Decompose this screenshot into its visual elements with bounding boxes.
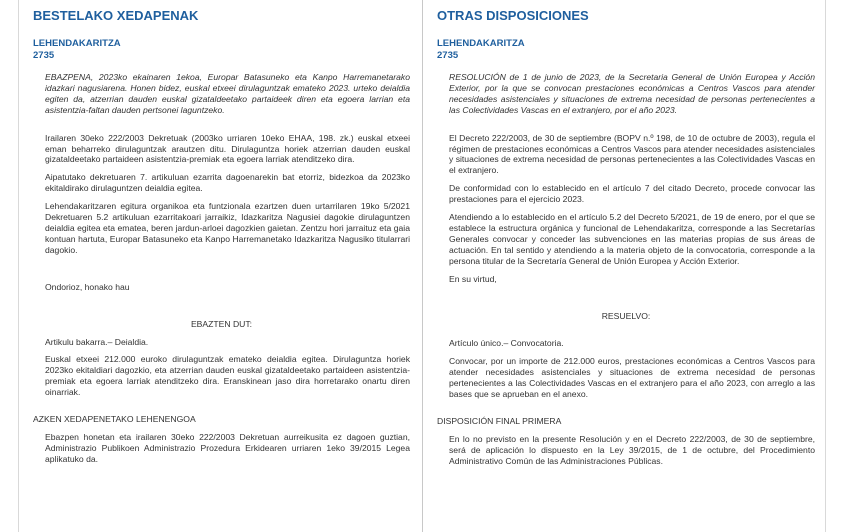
final-provision-heading: AZKEN XEDAPENETAKO LEHENENGOA — [33, 414, 196, 425]
document-body — [33, 72, 410, 465]
article-title: Artikulu bakarra.– Deialdia. — [45, 336, 149, 347]
paragraph: Atendiendo a lo establecido en el artículo 5.2 del Decreto 5/2021, de 19 de enero, por el que se establece la estructura orgánica y funcional de Lehendakaritza, corresponde a las Secretarías Generales convocar y conceder las subvenciones en las materias propias de sus áreas de actuación. En tal sentido y atendiendo a la materia objeto de la convocatoria, corresponde a la persona titular de la Secretaría General de Unión Europea y Acción Exterior. — [449, 212, 815, 266]
resolution-lead: EBAZPENA, 2023ko ekainaren 1ekoa, Europar Batasuneko eta Kanpo Harremanetarako idazkari nagusiarena. Honen bidez, euskal etxeei dirulaguntzak emateko 2023. urteko deialdia egiten da, atzerrian dauden euskal gizataldeetako partaideek diren eta egoera larrian eta asistentzia-faltan dauden pertsonei laguntzeko. — [45, 72, 410, 115]
paragraph: Aipatutako dekretuaren 7. artikuluan ezarrita dagoenarekin bat etorriz, bidezkoa da 2023ko ekitaldirako dirulaguntzen deialdia egitea. — [45, 172, 410, 194]
final-provision-heading: DISPOSICIÓN FINAL PRIMERA — [437, 415, 562, 426]
article-title: Artículo único.– Convocatoria. — [449, 338, 564, 349]
document-number: 2735 — [437, 50, 459, 61]
paragraph: Irailaren 30eko 222/2003 Dekretuak (2003ko urriaren 10eko EHAA, 198. zk.) euskal etxeei eman beharreko dirulaguntzak arautzen ditu. Dirulaguntza horiek atzerrian dauden euskal gizataldeetako partaideen asistentzia-premiak eta egoera larriak atenditzeko dira. — [45, 132, 410, 165]
paragraph: Ondorioz, honako hau — [45, 281, 130, 292]
department-name: LEHENDAKARITZA — [33, 38, 121, 49]
paragraph: Lehendakaritzaren egitura organikoa eta funtzionala ezartzen duen urtarrilaren 19ko 5/2021 Dekretuaren 5.2 artikuluan ezarritakoari jarraikiz, Idazkaritza Nagusiei dagokie dirulaguntzen deialdia egitea eta ematea, beren jardun-arloei dagozkien gaietan. Zentzu hori jarraituz eta gaia kontuan hartuta, Europar Batasuneko eta Kanpo Harremanetako Idazkaritza Nagusiko titularrari dagokio. — [45, 201, 410, 255]
resolve-heading: EBAZTEN DUT: — [190, 318, 253, 329]
paragraph: Euskal etxeei 212.000 euroko dirulaguntzak emateko deialdia egitea. Dirulaguntza horiek 2023ko ekitaldiari dagozkio, eta atzerrian dauden euskal gizataldeetako partaideen asistentzia-premiak eta egoera larriak atenditzeko dira. Eranskinean jaso dira horretarako onartu diren oinarriak. — [45, 354, 410, 398]
section-title: OTRAS DISPOSICIONES — [437, 8, 589, 23]
paragraph: Ebazpen honetan eta irailaren 30eko 222/2003 Dekretuan aurreikusita ez dagoen guztian, Administrazio Publikoen Administrazio Prozedura Erkidearen urriaren 1eko 39/2015 Legea aplikatuko da. — [45, 431, 410, 464]
resolve-heading: RESUELVO: — [601, 310, 651, 321]
document-frame — [18, 0, 826, 532]
resolution-lead: RESOLUCIÓN de 1 de junio de 2023, de la Secretaria General de Unión Europea y Acción Exterior, por la que se convocan prestaciones económicas a Centros Vascos para atender necesidades asistenciales y situaciones de extrema necesidad de personas pertenecientes a las Colectividades Vascas en el extranjero, por el año 2023. — [449, 72, 815, 115]
paragraph: De conformidad con lo establecido en el artículo 7 del citado Decreto, procede convocar las prestaciones para el ejercicio 2023. — [449, 183, 815, 205]
document-body — [437, 72, 815, 467]
document-number: 2735 — [33, 50, 55, 61]
column-basque — [19, 0, 421, 532]
paragraph: En lo no previsto en la presente Resolución y en el Decreto 222/2003, de 30 de septiembre, será de aplicación lo dispuesto en la Ley 39/2015, de 1 de octubre, del Procedimiento Administrativo Común de las Administraciones Públicas. — [449, 433, 815, 466]
paragraph: Convocar, por un importe de 212.000 euros, prestaciones económicas a Centros Vascos para atender necesidades asistenciales y situaciones de extrema necesidad de personas pertenecientes a las Colectividades Vascas en el extranjero para el año 2023, con arreglo a las bases que se aprueban en el anexo. — [449, 356, 815, 400]
paragraph: En su virtud, — [449, 273, 497, 284]
paragraph: El Decreto 222/2003, de 30 de septiembre (BOPV n.º 198, de 10 de octubre de 2003), regula el régimen de prestaciones económicas a Centros Vascos para atender necesidades asistenciales y situaciones de extrema necesidad de personas pertenecientes a las Colectividades Vascas en el extranjero. — [449, 132, 815, 176]
department-name: LEHENDAKARITZA — [437, 38, 525, 49]
column-spanish — [422, 0, 826, 532]
section-title: BESTELAKO XEDAPENAK — [33, 8, 199, 23]
